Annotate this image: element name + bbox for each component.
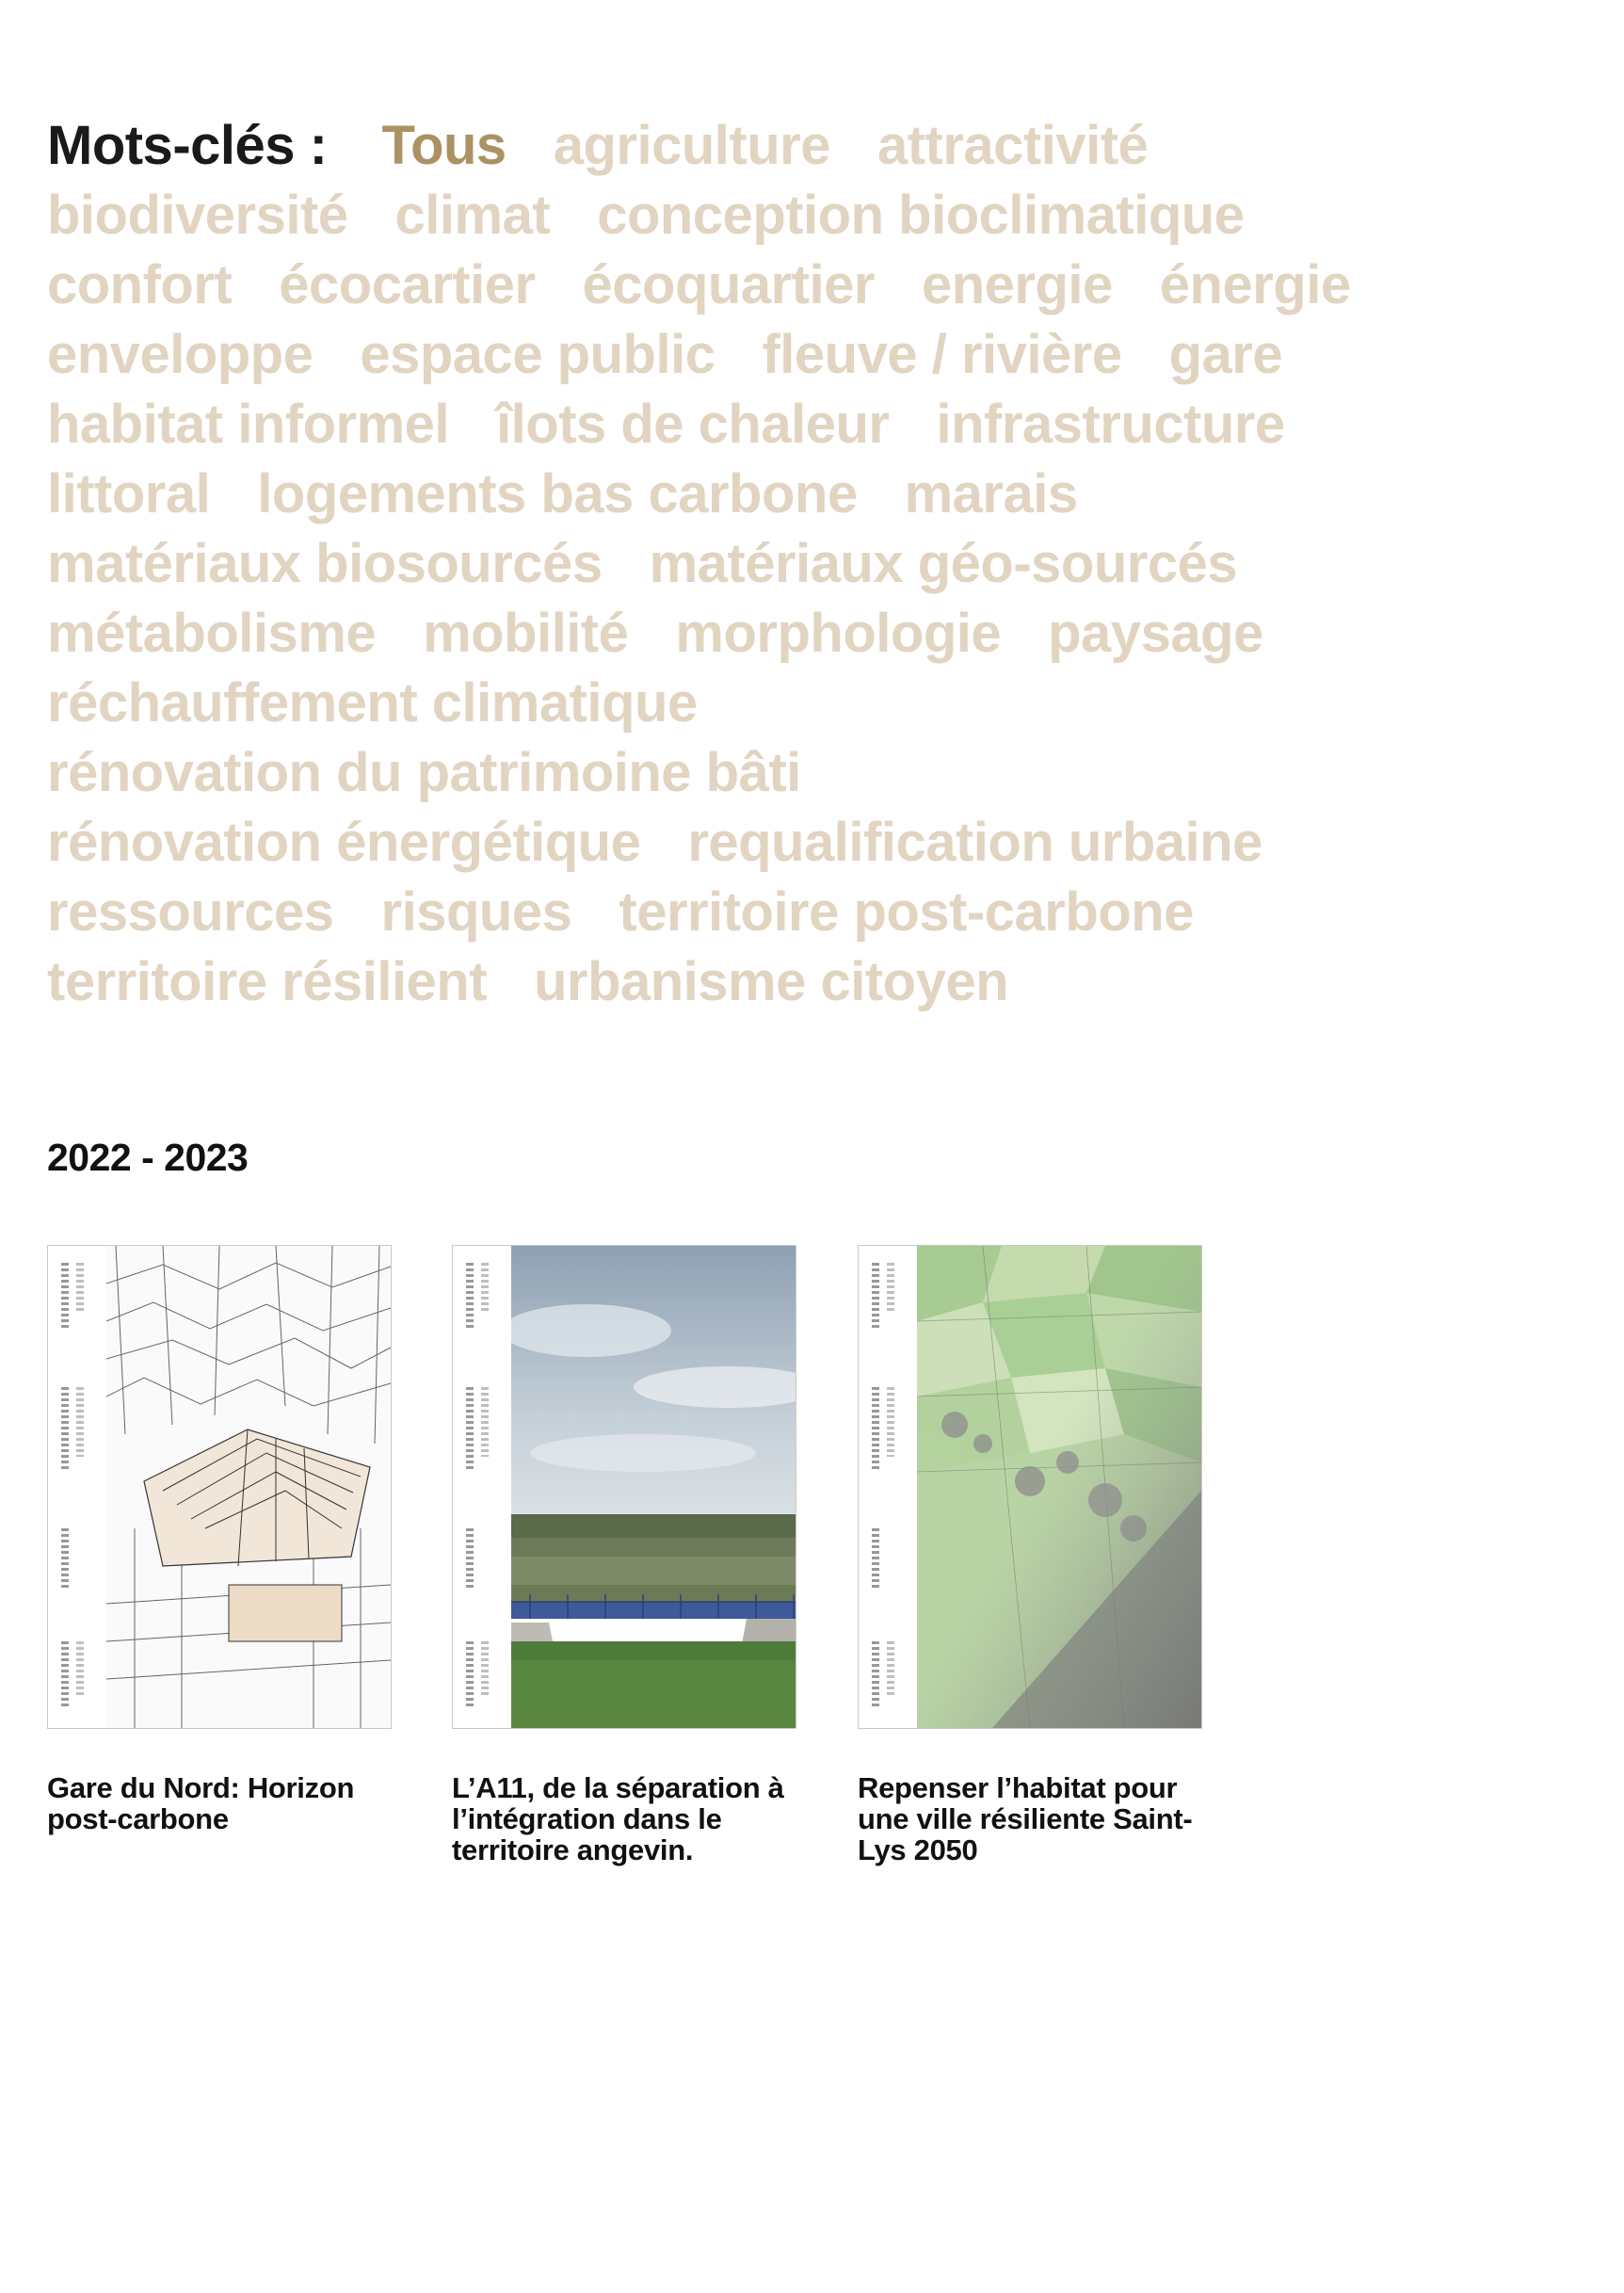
keyword-habitat-informel[interactable]: habitat informel xyxy=(47,394,450,455)
project-cover-image[interactable] xyxy=(452,1245,796,1729)
section-year-heading: 2022 - 2023 xyxy=(47,1136,249,1179)
project-title[interactable]: Gare du Nord: Horizon post-carbone xyxy=(47,1771,355,1835)
keyword-logements-bas-carbone[interactable]: logements bas carbone xyxy=(257,463,858,525)
keyword-line xyxy=(47,111,1591,181)
keyword-fleuve-riviere[interactable]: fleuve / rivière xyxy=(762,324,1122,385)
keyword-line xyxy=(47,181,1591,250)
keyword-filter xyxy=(47,111,1591,1017)
keyword-urbanisme-citoyen[interactable]: urbanisme citoyen xyxy=(534,951,1009,1012)
keyword-agriculture[interactable]: agriculture xyxy=(553,115,830,176)
keyword-line xyxy=(47,669,1591,738)
keyword-line xyxy=(47,947,1591,1017)
keyword-biodiversite[interactable]: biodiversité xyxy=(47,185,348,246)
cover-spine xyxy=(453,1246,511,1728)
keyword-gare[interactable]: gare xyxy=(1168,324,1283,385)
aerial-map-image xyxy=(917,1246,1201,1728)
keyword-marais[interactable]: marais xyxy=(904,463,1078,525)
keyword-renovation-energetique[interactable]: rénovation énergétique xyxy=(47,812,641,873)
project-card[interactable] xyxy=(47,1245,392,1834)
keyword-materiaux-biosources[interactable]: matériaux biosourcés xyxy=(47,533,603,594)
keywords-label: Mots-clés : xyxy=(47,115,328,176)
keyword-confort[interactable]: confort xyxy=(47,254,233,315)
keyword-littoral[interactable]: littoral xyxy=(47,463,211,525)
keyword-ilots-de-chaleur[interactable]: îlots de chaleur xyxy=(496,394,890,455)
keyword-ressources[interactable]: ressources xyxy=(47,881,334,943)
keyword-climat[interactable]: climat xyxy=(394,185,551,246)
keyword-line xyxy=(47,460,1591,529)
keyword-enveloppe[interactable]: enveloppe xyxy=(47,324,314,385)
cover-spine xyxy=(48,1246,106,1728)
keyword-line xyxy=(47,808,1591,878)
project-title[interactable]: Repenser l’habitat pour une ville résiliente Saint-Lys 2050 xyxy=(858,1771,1193,1866)
keyword-territoire-resilient[interactable]: territoire résilient xyxy=(47,951,488,1012)
project-cover-image[interactable] xyxy=(47,1245,392,1729)
keyword-line xyxy=(47,320,1591,390)
keyword-line xyxy=(47,599,1591,669)
keyword-energie-accent[interactable]: énergie xyxy=(1159,254,1351,315)
keyword-risques[interactable]: risques xyxy=(380,881,572,943)
keyword-infrastructure[interactable]: infrastructure xyxy=(936,394,1285,455)
keyword-morphologie[interactable]: morphologie xyxy=(675,603,1002,664)
keyword-renovation-patrimoine-bati[interactable]: rénovation du patrimoine bâti xyxy=(47,742,801,803)
keyword-mobilite[interactable]: mobilité xyxy=(423,603,629,664)
keyword-line xyxy=(47,738,1591,808)
keyword-ecoquartier[interactable]: écoquartier xyxy=(582,254,875,315)
project-card[interactable] xyxy=(452,1245,796,1865)
keyword-line xyxy=(47,529,1591,599)
bridge-landscape-photo xyxy=(511,1246,796,1728)
keyword-line xyxy=(47,250,1591,320)
keyword-rechauffement-climatique[interactable]: réchauffement climatique xyxy=(47,672,698,734)
keyword-line xyxy=(47,878,1591,947)
keyword-territoire-post-carbone[interactable]: territoire post-carbone xyxy=(619,881,1194,943)
keyword-requalification-urbaine[interactable]: requalification urbaine xyxy=(687,812,1262,873)
keyword-attractivite[interactable]: attractivité xyxy=(876,115,1149,176)
keyword-ecocartier[interactable]: écocartier xyxy=(279,254,536,315)
keyword-tous[interactable]: Tous xyxy=(381,115,506,176)
keyword-metabolisme[interactable]: métabolisme xyxy=(47,603,377,664)
keyword-conception-bioclimatique[interactable]: conception bioclimatique xyxy=(597,185,1245,246)
project-cover-image[interactable] xyxy=(858,1245,1202,1729)
keyword-espace-public[interactable]: espace public xyxy=(360,324,716,385)
keyword-energie[interactable]: energie xyxy=(921,254,1113,315)
project-title[interactable]: L’A11, de la séparation à l’intégration dans le territoire angevin. xyxy=(452,1771,784,1866)
keyword-materiaux-geo-sources[interactable]: matériaux géo-sourcés xyxy=(649,533,1238,594)
cover-spine xyxy=(859,1246,917,1728)
keyword-line xyxy=(47,390,1591,460)
keyword-paysage[interactable]: paysage xyxy=(1048,603,1263,664)
project-card[interactable] xyxy=(858,1245,1202,1865)
station-drawing-illustration xyxy=(106,1246,391,1728)
